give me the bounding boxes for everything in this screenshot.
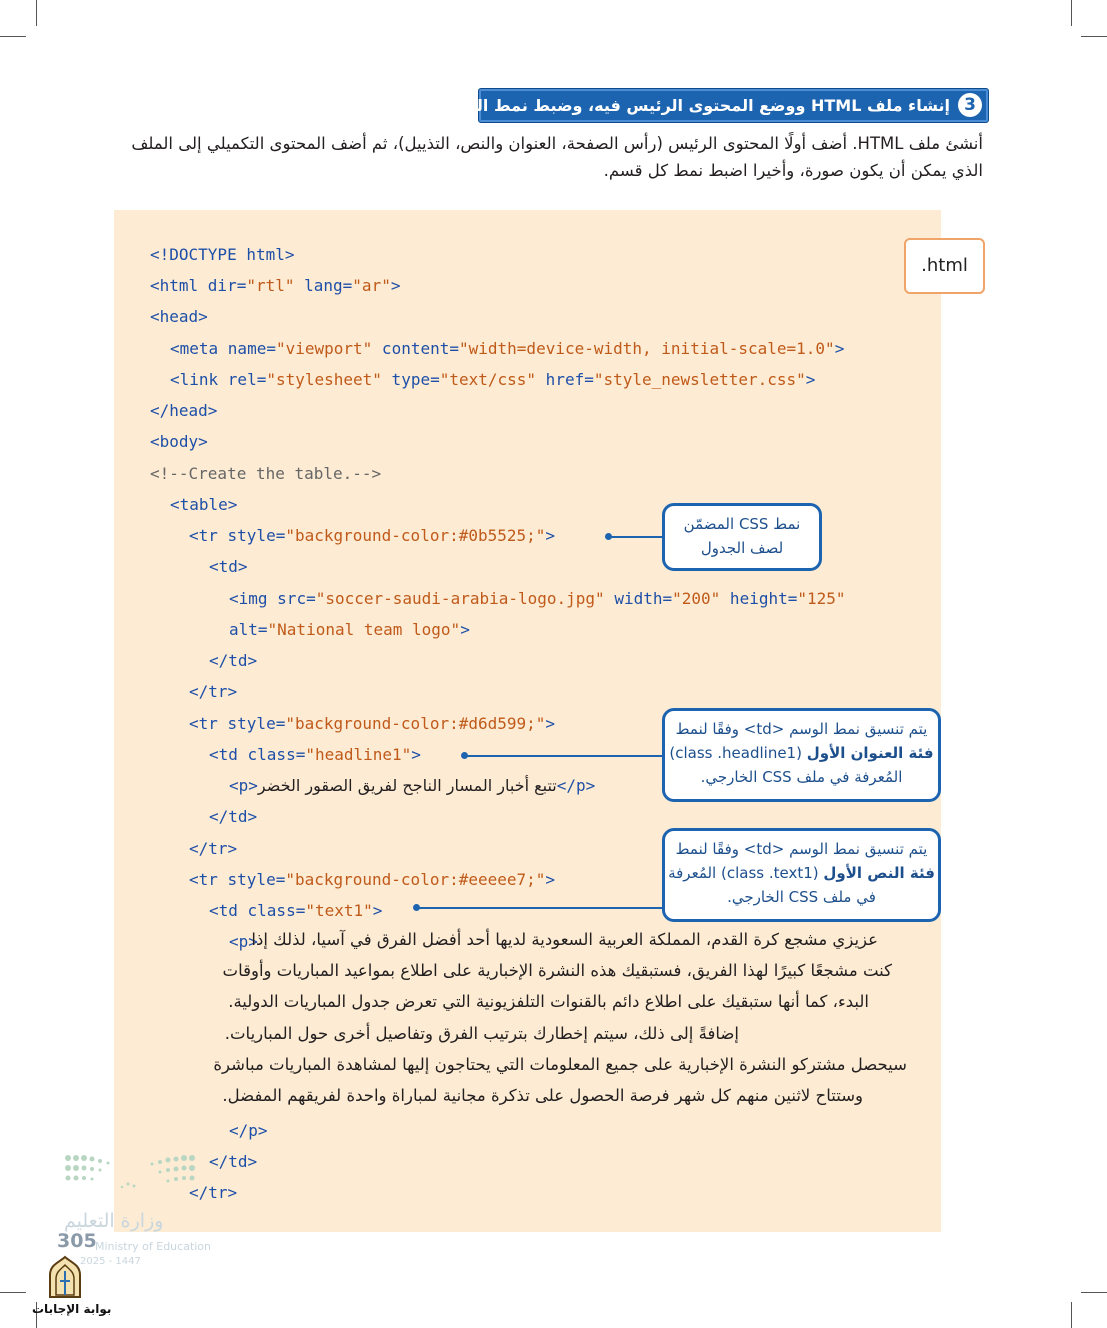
code-tr2 [189,712,555,736]
code-token: <p> [229,776,258,795]
code-token: "width=device-width, initial-scale=1.0" [459,339,835,358]
code-token: "rtl" [246,276,295,295]
code-doctype [150,243,295,267]
code-token: </p> [556,776,596,795]
code-token: src= [277,589,316,608]
callout-inline-css [662,503,822,571]
code-token: class= [247,745,306,764]
connector-line [464,755,663,757]
code-token: class= [247,901,306,920]
code-tr3 [189,868,555,892]
code-td-close [209,1150,257,1174]
callout-line [665,741,938,765]
callout-line [665,861,938,885]
code-tr1 [189,524,555,548]
crop-mark [1081,1292,1107,1293]
code-token: "stylesheet" [266,370,382,389]
code-meta [170,337,844,361]
code-arabic-line: البدء، كما أنها ستبقيك على اطلاع دائم بالقنوات التلفزيونية التي تعرض جدول المباريات الدولية. [228,992,869,1011]
code-td-close [209,805,257,829]
code-token: </tr> [189,682,238,701]
code-token: "soccer-saudi-arabia-logo.jpg" [315,589,605,608]
intro-line: أنشئ ملف HTML. أضف أولًا المحتوى الرئيس (رأس الصفحة، العنوان والنص، التذييل)، ثم أضف المحتوى التكميلي إلى الملف [131,134,983,153]
code-token: name= [227,339,276,358]
code-token: "viewport" [275,339,373,358]
code-token: rel= [227,370,267,389]
code-token: <td [209,901,248,920]
code-token: <meta [170,339,228,358]
code-head-open [150,305,208,329]
code-token: "200" [672,589,721,608]
code-arabic-text: تتبع أخبار المسار الناجح لفريق الصقور الخضر [257,776,557,795]
code-token: alt= [229,620,268,639]
code-token: style= [227,714,286,733]
section-heading [429,88,989,123]
code-arabic-line: عزيزي مشجع كرة القدم، المملكة العربية السعودية لديها أحد أفضل الفرق في آسيا، لذلك إذا [251,930,878,949]
code-token: content= [372,339,459,358]
code-token: <tr [189,526,228,545]
code-token: </td> [209,651,258,670]
callout-bold: فئة النص الأول [823,864,935,882]
code-token: > [545,526,556,545]
code-token: </td> [209,1152,258,1171]
code-token: > [372,901,383,920]
code-token: "ar" [352,276,391,295]
code-token: </head> [150,401,218,420]
code-td-open [209,555,248,579]
code-token: <td> [209,557,248,576]
code-token: "text1" [305,901,373,920]
ministry-logo-icon [64,1150,204,1200]
ministry-year: 2025 - 1447 [80,1256,141,1267]
code-token: <body> [150,432,208,451]
crop-mark [0,36,26,37]
callout-text: (class ‎.headline1) [669,744,807,762]
code-token: </td> [209,807,258,826]
code-token: <table> [170,495,238,514]
code-token: > [545,714,556,733]
connector-line [608,536,663,538]
code-token: </tr> [189,839,238,858]
callout-line: نمط CSS المضمّن [683,515,801,533]
code-token: height= [720,589,798,608]
code-head-close [150,399,217,423]
code-token: <link [170,370,228,389]
callout-line: يتم تنسيق نمط الوسم <td> وفقًا لنمط [675,720,928,738]
intro-paragraph [113,130,983,184]
code-token: <!DOCTYPE html> [150,245,295,264]
code-token: style= [227,526,286,545]
section-heading-text: إنشاء ملف HTML ووضع المحتوى الرئيس فيه، وضبط نمط الرسالة [429,96,950,115]
code-token: width= [604,589,673,608]
callout-line: المُعرفة في ملف CSS الخارجي. [700,768,903,786]
code-html-open [150,274,400,298]
code-tr-close [189,837,237,861]
code-token: </tr> [189,1183,238,1202]
callout-text: (class ‎.text1) المُعرفة [668,864,824,882]
code-arabic-line: إضافةً إلى ذلك، سيتم إخطارك بترتيب الفرق وتفاصيل أخرى حول المباريات. [224,1024,739,1043]
code-token: href= [536,370,594,389]
code-token: type= [381,370,440,389]
code-arabic-line: كنت مشجعًا كبيرًا لهذا الفريق، فستبقيك هذه النشرة الإخبارية على اطلاع بمواعيد المباريات وأوقات [222,961,892,980]
code-token: lang= [294,276,353,295]
connector-line [416,907,663,909]
code-token: > [390,276,401,295]
code-token: <head> [150,307,208,326]
callout-line: في ملف CSS الخارجي. [727,888,876,906]
crop-mark [36,0,37,26]
code-token: > [460,620,470,639]
code-token: <!--Create the table.--> [150,464,382,483]
code-body-open [150,430,208,454]
code-token: "background-color:#0b5525;" [285,526,546,545]
code-p-close [229,1119,268,1143]
callout-line: لصف الجدول [700,539,784,557]
code-token: > [545,870,556,889]
code-token: "background-color:#eeeee7;" [285,870,546,889]
ministry-name-en: Ministry of Education [95,1240,212,1253]
code-td-headline [209,743,421,767]
code-token: > [411,745,421,764]
crop-mark [1071,0,1072,26]
code-token: "National team logo" [267,620,461,639]
file-type-tag: .html [904,238,985,294]
code-token: <tr [189,870,228,889]
code-token: > [834,339,845,358]
code-td-close [209,649,257,673]
crop-mark [1081,36,1107,37]
code-token: "style_newsletter.css" [593,370,806,389]
code-token: <html [150,276,208,295]
callout-bold: فئة العنوان الأول [806,744,934,762]
code-token: "background-color:#d6d599;" [285,714,546,733]
code-token: <td [209,745,248,764]
code-link [170,368,815,392]
code-token: "text/css" [439,370,537,389]
intro-line: الذي يمكن أن يكون صورة، وأخيرا اضبط نمط كل قسم. [603,161,983,180]
code-token: <img [229,589,278,608]
site-label: بوابة الإجابات [32,1302,112,1316]
callout-line: يتم تنسيق نمط الوسم <td> وفقًا لنمط [675,840,928,858]
code-tr-close [189,680,237,704]
code-token: "headline1" [305,745,412,764]
site-logo-icon [44,1255,86,1299]
code-arabic-line: وستتاح لاثنين منهم كل شهر فرصة الحصول على تذكرة مجانية لمباراة واحدة لفريقهم المفضل. [222,1086,863,1105]
code-token: "125" [797,589,846,608]
code-token: style= [227,870,286,889]
code-token: </p> [229,1121,268,1140]
callout-text-class [662,828,941,922]
code-table-open [170,493,237,517]
code-img-alt [229,618,470,642]
code-comment [150,462,381,486]
code-img [229,587,846,611]
code-token: > [805,370,816,389]
step-number: 3 [958,93,982,117]
crop-mark [0,1292,26,1293]
page-number: 305 [57,1230,97,1252]
code-arabic-line: سيحصل مشتركو النشرة الإخبارية على جميع المعلومات التي يحتاجون إليها لمشاهدة المباريات مباشرة [213,1055,907,1074]
code-token: <tr [189,714,228,733]
code-td-text1 [209,899,382,923]
callout-headline-class [662,708,941,802]
code-token: <p> [229,932,258,951]
crop-mark [1071,1302,1072,1328]
code-p-headline [229,774,595,798]
ministry-name-ar: وزارة التعليم [64,1210,164,1232]
code-token: dir= [207,276,247,295]
